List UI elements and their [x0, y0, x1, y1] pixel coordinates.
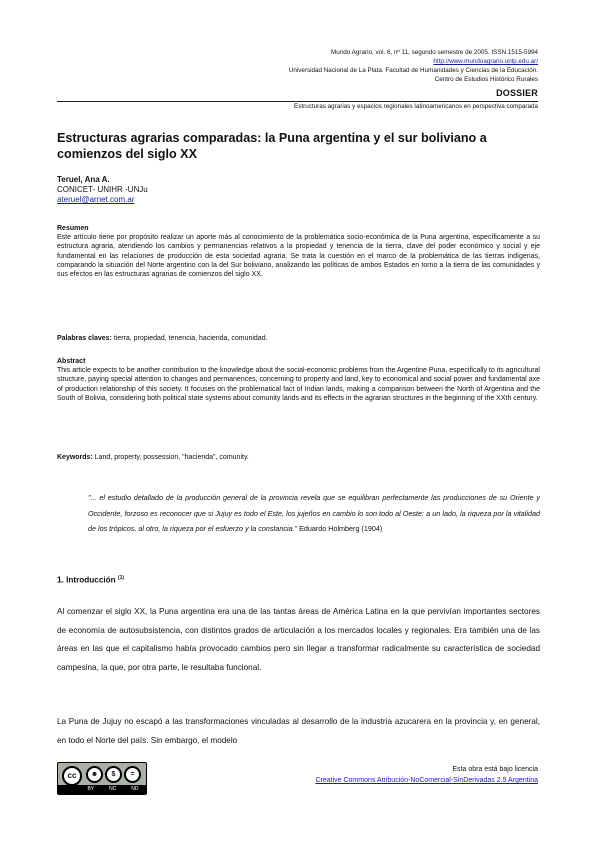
- abstract-text: This article expects to be another contribution to the knowledge about the social-economic problems from the Argentine Puna, especifically to its agricultural structure, paying special attention to changes and permanences, concerning to property and land, key to economical and social power and fundamental axe of production relationship of this society. It focuses on the problematical fact of Indian lands, making a comparison between the North of Argentina and the South of Bolivia, considering both political state systems about comunity lands and its effects in the agrarian structures in the beginning of the XXth century.: [57, 367, 540, 402]
- intro-heading-wrap: [57, 575, 124, 585]
- keywords-label: Keywords:: [57, 454, 93, 461]
- intro-footnote-ref[interactable]: (1): [117, 575, 125, 581]
- cc-label-nd: ND: [131, 786, 139, 792]
- center-line: Centro de Estudios Histórico Rurales: [434, 76, 538, 83]
- palabras-clave-text: tierra, propiedad, tenencia, hacienda, comunidad.: [111, 335, 268, 342]
- palabras-clave-label: Palabras claves:: [57, 335, 112, 342]
- journal-url-link[interactable]: http://www.mundoagrario.unlp.edu.ar/: [433, 58, 538, 65]
- noncommercial-icon: $: [105, 766, 122, 783]
- noderivatives-icon: =: [124, 766, 141, 783]
- cc-label-nc: NC: [109, 786, 117, 792]
- journal-citation: Mundo Agrario, vol. 6, nº 11, segundo semestre de 2005. ISSN 1515-5994: [331, 49, 538, 56]
- quote-attribution: Eduardo Holmberg (1904): [297, 524, 383, 534]
- epigraph-quote: [88, 490, 540, 537]
- quote-text: "... el estudio detallado de la producción general de la provincia revela que se equilibran perfectamente las producciones de su Oriente y Occidente, forzoso es reconocer que si Jujuy es todo el Este, los jujeños en cambio lo son todo al Oeste: a un lado, la riqueza por la vitalidad de los trópicos, al otro, la riqueza por el esfuerzo y la constancia.": [88, 493, 540, 534]
- journal-url-wrap: [433, 57, 538, 66]
- dossier-label: DOSSIER: [496, 88, 538, 98]
- keywords: [57, 453, 540, 462]
- intro-heading: 1. Introducción: [57, 575, 116, 585]
- author-email-link[interactable]: ateruel@arnet.com.ar: [57, 195, 135, 204]
- resumen-section: [57, 224, 540, 279]
- cc-logo-icon: cc: [62, 766, 82, 786]
- creative-commons-badge[interactable]: [57, 762, 147, 795]
- intro-paragraph-1: Al comenzar el siglo XX, la Puna argentina era una de las tantas áreas de América Latina en la que pervivían importantes sectores de economía de autosubsistencia, con distintos grados de articulación a los mercados locales y regionales. Era también una de las áreas en las que el capitalismo había provocado cambios pero sin llegar a transformar radicalmente su característica de sociedad campesina, la que, por otra parte, le resultaba funcional.: [57, 607, 540, 672]
- resumen-heading: Resumen: [57, 225, 89, 232]
- license-link[interactable]: Creative Commons Atribución-NoComercial-SinDerivadas 2.5 Argentina: [315, 777, 538, 784]
- article-title: Estructuras agrarias comparadas: la Puna argentina y el sur boliviano a comienzos del siglo XX: [57, 131, 487, 161]
- intro-paragraph-2: La Puna de Jujuy no escapó a las transformaciones vinculadas al desarrollo de la industria azucarera en la provincia y, en general, en todo el Norte del país. Sin embargo, el modelo: [57, 717, 540, 745]
- author-name: Teruel, Ana A.: [57, 175, 110, 184]
- university-line: Universidad Nacional de La Plata. Facultad de Humanidades y Ciencias de la Educación.: [288, 67, 538, 74]
- attribution-icon: ☻: [86, 766, 103, 783]
- author-affiliation: CONICET- UNIHR -UNJu: [57, 185, 148, 194]
- palabras-clave: [57, 334, 540, 343]
- cc-label-by: BY: [87, 786, 95, 792]
- license-block: [315, 764, 538, 786]
- author-block: [57, 175, 148, 205]
- resumen-text: Este artículo tiene por propósito realizar un aporte más al conocimiento de la problemática socio-económica de la Puna argentina, específicamente a su estructura agraria, atendiendo los cambios y permanencias relativos a la propiedad y tenencia de la tierra, clave del poder económico y social y eje fundamental en las relaciones de producción de esta sociedad agraria. Se trata la cuestión en el marco de la problemática de las tierras indígenas, comparando la situación del Norte argentino con la del Sur boliviano, analizando las políticas de ambos Estados en torno a la tierra de las comunidades y sus efectos en las estructuras agrarias de comienzos del siglo XX.: [57, 234, 540, 279]
- cc-badge-labels: [58, 785, 146, 794]
- license-line: Esta obra está bajo licencia: [452, 766, 538, 773]
- dossier-subtitle: Estructuras agrarias y espacios regionales latinoamericanos en perspectiva comparada: [294, 103, 538, 110]
- abstract-heading: Abstract: [57, 358, 86, 365]
- dossier-divider: [57, 101, 538, 102]
- abstract-section: [57, 357, 540, 403]
- keywords-text: Land, property, possession, "hacienda", comunity.: [92, 454, 249, 461]
